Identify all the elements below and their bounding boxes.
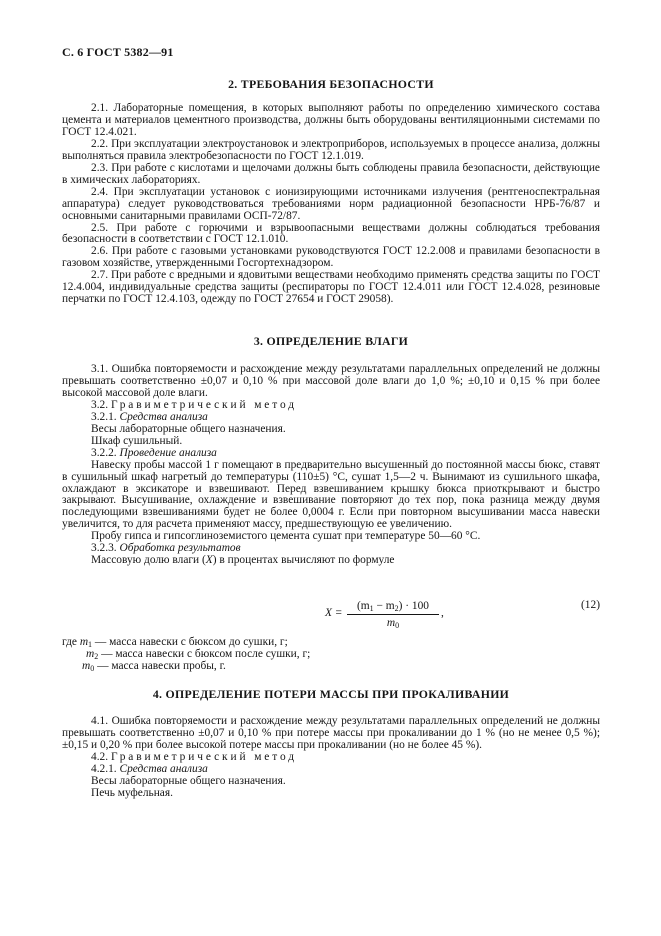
paragraph-2-2: 2.2. При эксплуатации электроустановок и электроприборов, используемых в процессе анализа, должны выполняться правила электробезопасности по ГОСТ 12.1.019. [62,137,600,162]
clause-number: 3.2.2. [91,446,120,459]
formula-denominator: $m_0$ [386,617,400,630]
gypsum-note: Пробу гипса и гипсоглиноземистого цемента сушат при температуре 50—60 °С. [91,530,481,543]
paragraph-2-3: 2.3. При работе с кислотами и щелочами должны быть соблюдены правила безопасности, действующие в химических лабораториях. [62,161,600,186]
method-title: Гравиметрический метод [110,750,297,763]
paragraph-4-1: 4.1. Ошибка повторяемости и расхождение между результатами параллельных определений не должны превышать соответственно ±0,07 и 0,10 % при потере массы при прокаливании до 1 % (но не менее 0,5 %); ±0,15 и 0,20 % при более высокой потере массы при прокаливании (но не более 45 %). [62,715,600,751]
section-3-title: 3. ОПРЕДЕЛЕНИЕ ВЛАГИ [253,334,409,348]
definition-m1: где $m_1$ — масса навески с бюксом до сушки, г; [62,636,288,649]
subsection-title: Средства анализа [119,762,208,775]
paragraph-2-6: 2.6. При работе с газовыми установками руководствуются ГОСТ 12.2.008 и правилами безопасности в газовом хозяйстве, утвержденными Госгортехнадзором. [62,245,600,270]
equipment-oven: Шкаф сушильный. [91,434,183,447]
definition-m2: $m_2$ — масса навески с бюксом после сушки, г; [86,648,311,661]
fraction-bar [347,614,439,615]
section-2-body [62,103,600,306]
paragraph-2-5: 2.5. При работе с горючими и взрывоопасными веществами должны соблюдаться требования безопасности в соответствии с ГОСТ 12.1.010. [62,221,600,246]
section-2-title: 2. ТРЕБОВАНИЯ БЕЗОПАСНОСТИ [228,77,434,91]
moisture-formula [62,600,600,630]
formula-comma: , [441,607,444,619]
subsection-title: Проведение анализа [119,446,217,459]
clause-number: 3.2.1. [91,410,120,423]
definition-m0: $m_0$ — масса навески пробы, г. [82,660,226,673]
formula-lhs: X = [325,607,343,619]
subsection-title: Средства анализа [119,410,208,423]
clause-number: 3.2. [91,398,111,411]
paragraph-2-1: 2.1. Лабораторные помещения, в которых выполняют работы по определению химического состава цемента и материалов цементного производства, должны быть оборудованы вентиляционными системами по ГОСТ 12.4.021. [62,102,600,138]
formula-intro: Массовую долю влаги (X) в процентах вычисляют по формуле [91,554,395,567]
paragraph-3-2-1 [62,412,600,424]
equipment-scales: Весы лабораторные общего назначения. [91,774,286,787]
method-title: Гравиметрический метод [110,398,297,411]
subsection-title: Обработка результатов [119,542,241,555]
section-3-body [62,364,600,567]
procedure-text: Навеску пробы массой 1 г помещают в предварительно высушенный до постоянной массы бюкс, ставят в сушильный шкаф нагретый до температуры (110±5) °С, сушат 1,5—2 ч. Вынимают из сушильного шкафа, охлаждают в эксикаторе и взвешивают. Перед взвешиванием крышку бюкса приоткрывают и быстро закрывают. Высушивание, охлаждение и взвешивание повторяют до тех пор, пока разница между двумя последующими взвешиваниями будет не более 0,0004 г. Если при повторном высушивании масса навески увеличится, то для расчета применяют массу, предшествующую ее увеличению. [62,458,600,531]
clause-number: 3.2.3. [91,542,120,555]
clause-number: 4.2. [91,750,111,763]
page-header: С. 6 ГОСТ 5382—91 [62,45,174,59]
paragraph-3-1: 3.1. Ошибка повторяемости и расхождение между результатами параллельных определений не должны превышать соответственно ±0,07 и 0,10 % при массовой доле влаги до 1,0 %; ±0,10 и 0,15 % при более высокой массовой доле влаги. [62,363,600,399]
paragraph-4-2-1 [62,764,600,776]
formula-numerator: $(m_1 - m_2) \cdot 100$ [356,600,429,613]
paragraph-2-4: 2.4. При эксплуатации установок с ионизирующими источниками излучения (рентгеноспектральная аппаратура) следует руководствоваться требованиями норм радиационной безопасности НРБ-76/87 и основными санитарными правилами ОСП-72/87. [62,185,600,222]
formula-fraction [347,600,439,630]
section-4-body [62,716,600,800]
clause-number: 4.2.1. [91,762,120,775]
equipment-furnace: Печь муфельная. [91,786,173,799]
formula-definitions [62,636,600,672]
equipment-scales: Весы лабораторные общего назначения. [91,422,286,435]
section-4-title: 4. ОПРЕДЕЛЕНИЕ ПОТЕРИ МАССЫ ПРИ ПРОКАЛИВАНИИ [152,687,510,701]
paragraph-2-7: 2.7. При работе с вредными и ядовитыми веществами необходимо применять средства защиты по ГОСТ 12.4.004, индивидуальные средства защиты (респираторы по ГОСТ 12.4.011 или ГОСТ 12.4.028, резиновые перчатки по ГОСТ 12.4.103, одежду по ГОСТ 27654 и ГОСТ 29058). [62,269,600,306]
equation-number: (12) [581,599,600,611]
paragraph-3-2-2 [62,448,600,460]
